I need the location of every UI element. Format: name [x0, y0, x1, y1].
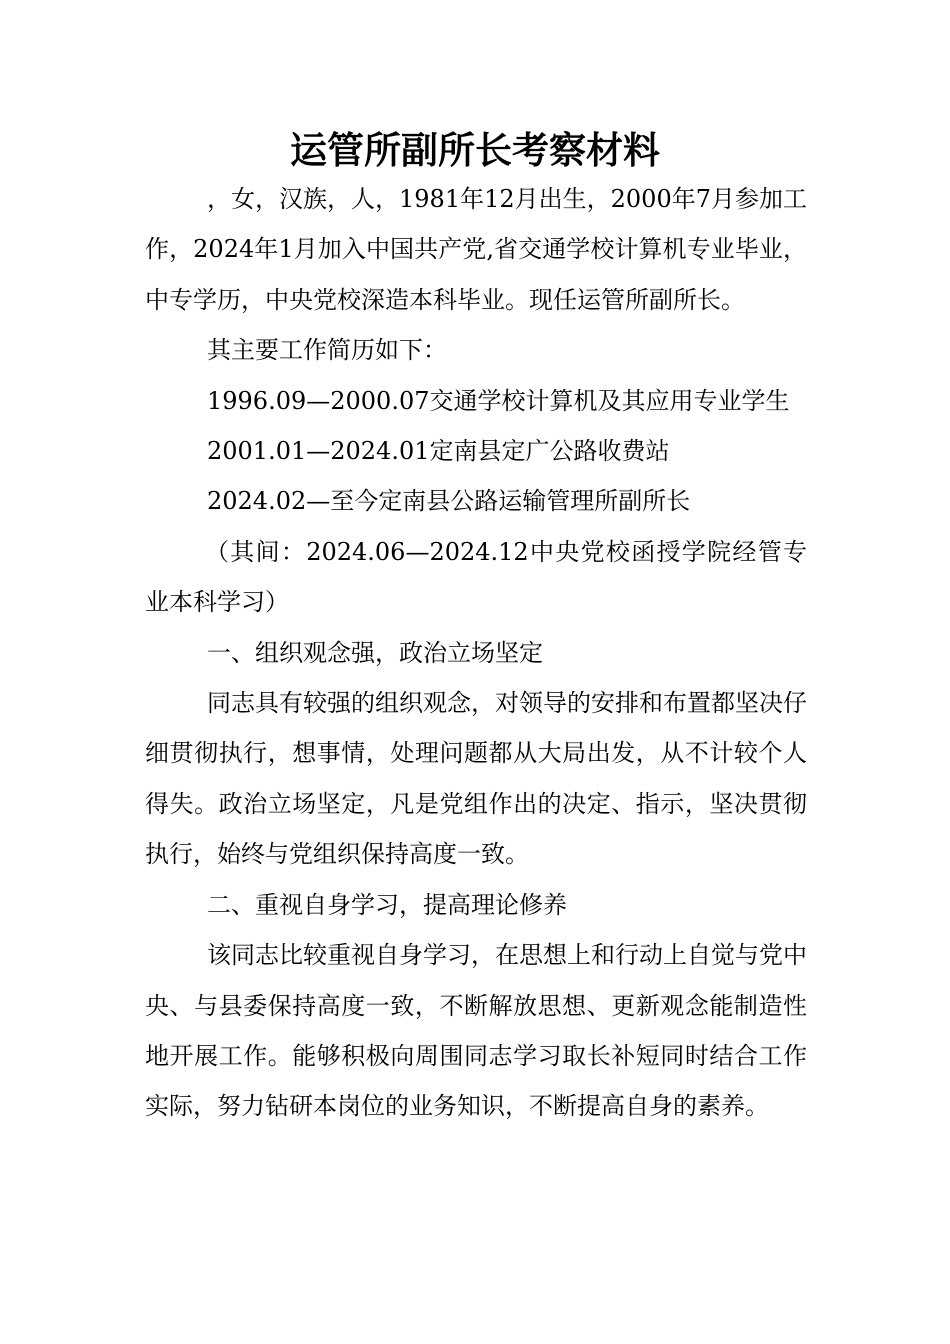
document-title: 运管所副所长考察材料 [290, 129, 660, 172]
section-heading-2: 二、重视自身学习，提高理论修养 [207, 890, 567, 919]
resume-note: （其间：2024.06—2024.12中央党校函授学院经管专业本科学习） [145, 537, 807, 617]
intro-paragraph: ，女，汉族，人，1981年12月出生，2000年7月参加工作，2024年1月加入中国共产党,省交通学校计算机专业毕业，中专学历，中央党校深造本科毕业。现任运管所副所长。 [145, 185, 807, 314]
section-paragraph-1: 同志具有较强的组织观念，对领导的安排和布置都坚决仔细贯彻执行，想事情，处理问题都从大局出发，从不计较个人得失。政治立场坚定，凡是党组作出的决定、指示，坚决贯彻执行，始终与党组织保持高度一致。 [145, 689, 807, 869]
resume-entry: 2024.02—至今定南县公路运输管理所副所长 [207, 487, 691, 516]
document-body [145, 174, 807, 1132]
resume-heading: 其主要工作简历如下： [207, 336, 447, 365]
resume-entry: 1996.09—2000.07交通学校计算机及其应用专业学生 [207, 386, 790, 415]
section-heading-1: 一、组织观念强，政治立场坚定 [207, 638, 543, 667]
resume-entry: 2001.01—2024.01定南县定广公路收费站 [207, 437, 670, 466]
section-paragraph-2: 该同志比较重视自身学习，在思想上和行动上自觉与党中央、与县委保持高度一致，不断解放思想、更新观念能制造性地开展工作。能够积极向周围同志学习取长补短同时结合工作实际，努力钻研本岗位的业务知识，不断提高自身的素养。 [145, 941, 807, 1121]
